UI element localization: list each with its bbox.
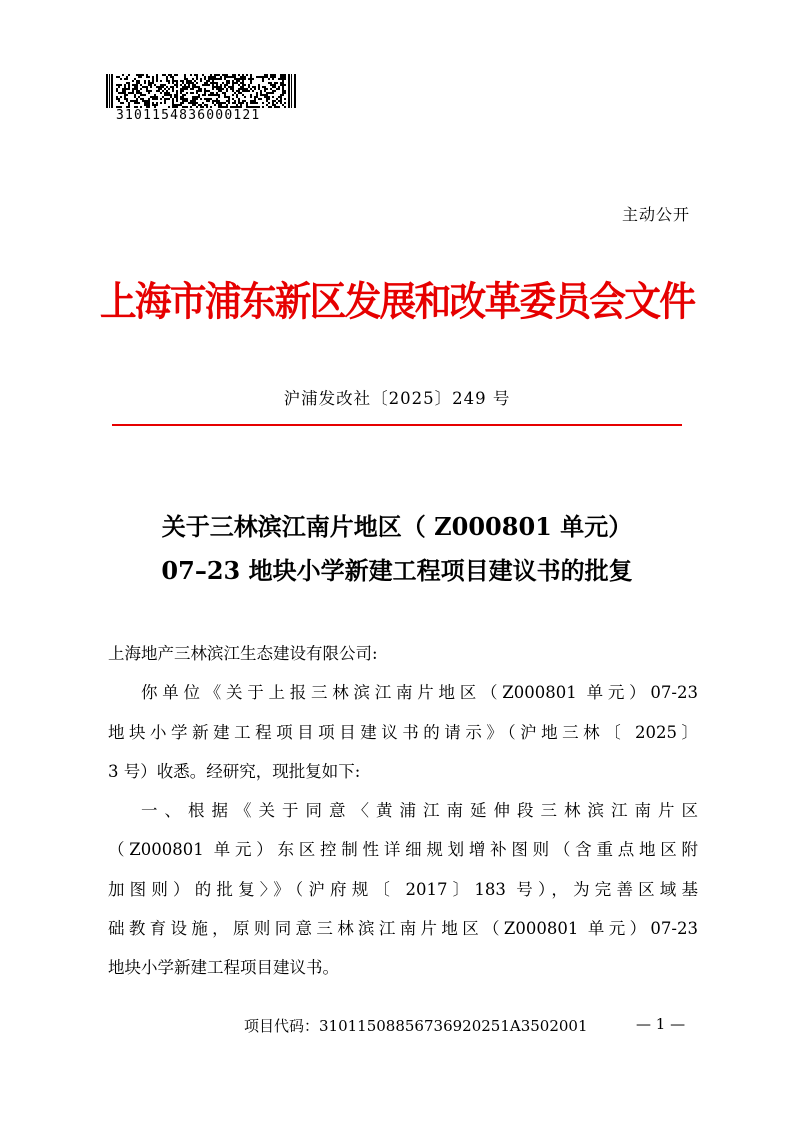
body-line: 础教育设施，原则同意三林滨江南片地区（Z000801 单元）07-23	[108, 919, 698, 939]
body-line: 一、根据《关于同意〈黄浦江南延伸段三林滨江南片区	[141, 801, 698, 821]
addressee: 上海地产三林滨江生态建设有限公司:	[108, 644, 378, 663]
body-line: 地块小学新建工程项目项目建议书的请示》（沪地三林〔 2025〕	[108, 722, 698, 742]
title-line-2: 07–23 地块小学新建工程项目建议书的批复	[161, 556, 633, 585]
title-line-1: 关于三林滨江南片地区（ Z000801 单元）	[161, 512, 633, 541]
document-number: 沪浦发改社〔2025〕249 号	[283, 389, 511, 408]
page-number: — 1 —	[636, 1015, 686, 1033]
document-body	[108, 634, 698, 988]
project-code: 项目代码：31011508856736920251A3502001	[244, 1017, 588, 1035]
barcode-number: 3101154836000121	[116, 108, 261, 123]
barcode-image	[106, 74, 296, 108]
body-line: 你单位《关于上报三林滨江南片地区（Z000801 单元）07-23	[141, 683, 698, 703]
document-header-title: 上海市浦东新区发展和改革委员会文件	[99, 278, 695, 325]
body-line: 地块小学新建工程项目建议书。	[108, 958, 339, 978]
disclosure-mark: 主动公开	[621, 205, 690, 224]
body-line: 加图则）的批复〉》（沪府规〔 2017〕183 号），为完善区域基	[108, 879, 698, 899]
red-divider-line	[112, 424, 682, 426]
body-line: （Z000801 单元）东区控制性详细规划增补图则（含重点地区附	[108, 840, 698, 860]
body-line: 3 号）收悉。经研究，现批复如下:	[108, 761, 361, 781]
document-title	[0, 505, 794, 593]
